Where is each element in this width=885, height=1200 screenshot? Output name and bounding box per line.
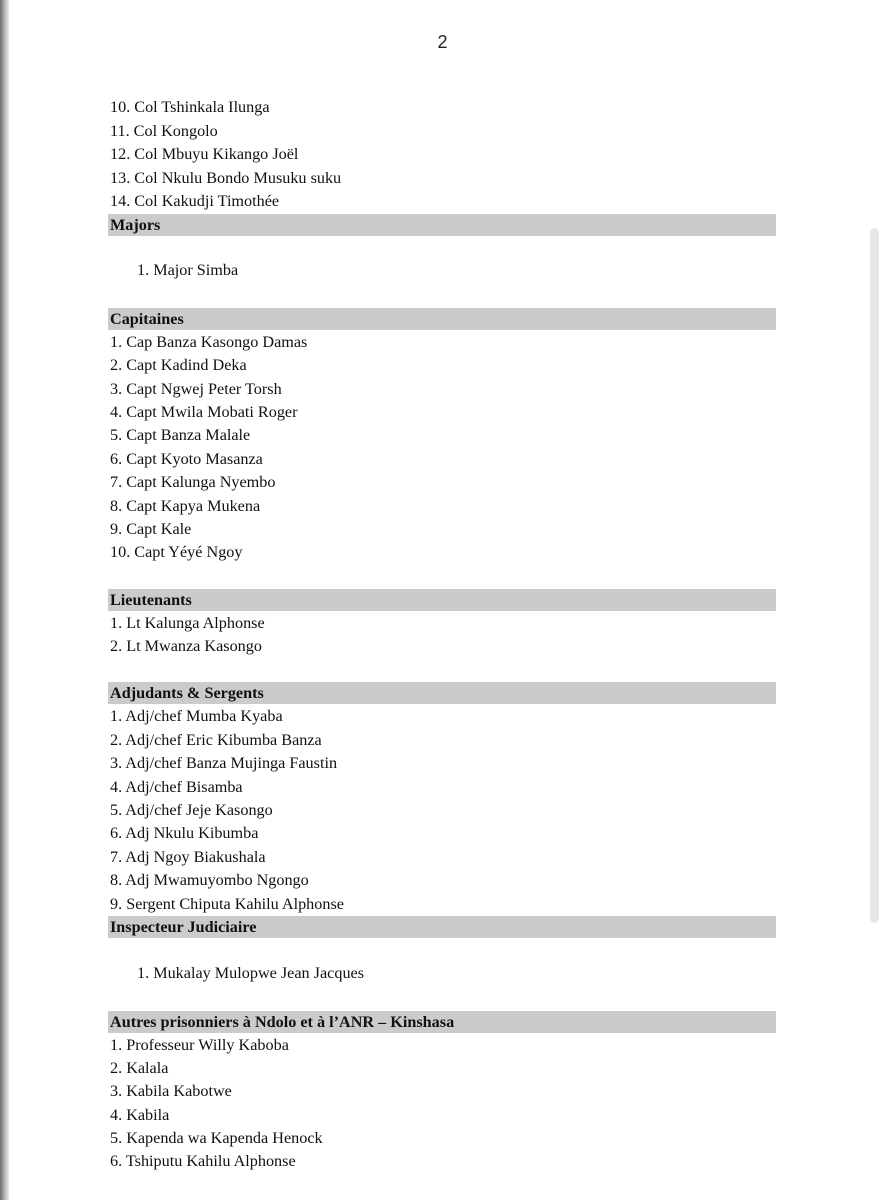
list-item: 2. Kalala xyxy=(110,1058,169,1077)
list-item: 4. Capt Mwila Mobati Roger xyxy=(110,403,298,421)
list-item: 3. Adj/chef Banza Mujinga Faustin xyxy=(110,754,338,772)
list-item: 5. Kapenda wa Kapenda Henock xyxy=(110,1129,323,1147)
list-item: 6. Adj Nkulu Kibumba xyxy=(110,824,259,842)
section-header-autres-prisonniers: Autres prisonniers à Ndolo et à l’ANR – Kinshasa xyxy=(108,1011,776,1033)
list-item: 9. Sergent Chiputa Kahilu Alphonse xyxy=(110,894,344,913)
list-item: 10. Capt Yéyé Ngoy xyxy=(110,543,243,561)
section-header-adjudants: Adjudants & Sergents xyxy=(108,682,776,704)
section-header-inspecteur: Inspecteur Judiciaire xyxy=(108,916,776,938)
list-item: 3. Capt Ngwej Peter Torsh xyxy=(110,379,282,398)
scrollbar[interactable] xyxy=(870,228,879,923)
list-item: 1. Cap Banza Kasongo Damas xyxy=(110,332,308,351)
list-item: 1. Mukalay Mulopwe Jean Jacques xyxy=(137,964,365,982)
list-item: 7. Adj Ngoy Biakushala xyxy=(110,847,266,866)
page-left-edge-shadow xyxy=(0,0,9,1200)
list-item: 3. Kabila Kabotwe xyxy=(110,1082,232,1100)
list-item: 10. Col Tshinkala Ilunga xyxy=(110,98,270,116)
page-number: 2 xyxy=(437,32,448,52)
list-item: 5. Capt Banza Malale xyxy=(110,426,251,444)
list-item: 7. Capt Kalunga Nyembo xyxy=(110,473,276,491)
list-item: 2. Adj/chef Eric Kibumba Banza xyxy=(110,730,322,749)
section-header-majors: Majors xyxy=(108,214,776,236)
list-item: 12. Col Mbuyu Kikango Joël xyxy=(110,145,299,163)
list-item: 6. Tshiputu Kahilu Alphonse xyxy=(110,1152,296,1170)
list-item: 1. Professeur Willy Kaboba xyxy=(110,1035,289,1054)
list-item: 9. Capt Kale xyxy=(110,520,192,538)
list-item: 2. Lt Mwanza Kasongo xyxy=(110,637,262,655)
list-item: 1. Major Simba xyxy=(137,261,239,279)
list-item: 4. Kabila xyxy=(110,1105,170,1124)
list-item: 5. Adj/chef Jeje Kasongo xyxy=(110,801,273,819)
list-item: 13. Col Nkulu Bondo Musuku suku xyxy=(110,168,342,187)
list-item: 14. Col Kakudji Timothée xyxy=(110,192,280,210)
list-item: 11. Col Kongolo xyxy=(110,121,218,140)
list-item: 1. Lt Kalunga Alphonse xyxy=(110,613,265,632)
section-header-lieutenants: Lieutenants xyxy=(108,589,776,611)
list-item: 8. Capt Kapya Mukena xyxy=(110,496,261,515)
list-item: 2. Capt Kadind Deka xyxy=(110,356,247,374)
list-item: 6. Capt Kyoto Masanza xyxy=(110,449,263,468)
list-item: 1. Adj/chef Mumba Kyaba xyxy=(110,707,283,725)
list-item: 8. Adj Mwamuyombo Ngongo xyxy=(110,871,309,889)
section-header-capitaines: Capitaines xyxy=(108,308,776,330)
list-item: 4. Adj/chef Bisamba xyxy=(110,777,243,796)
